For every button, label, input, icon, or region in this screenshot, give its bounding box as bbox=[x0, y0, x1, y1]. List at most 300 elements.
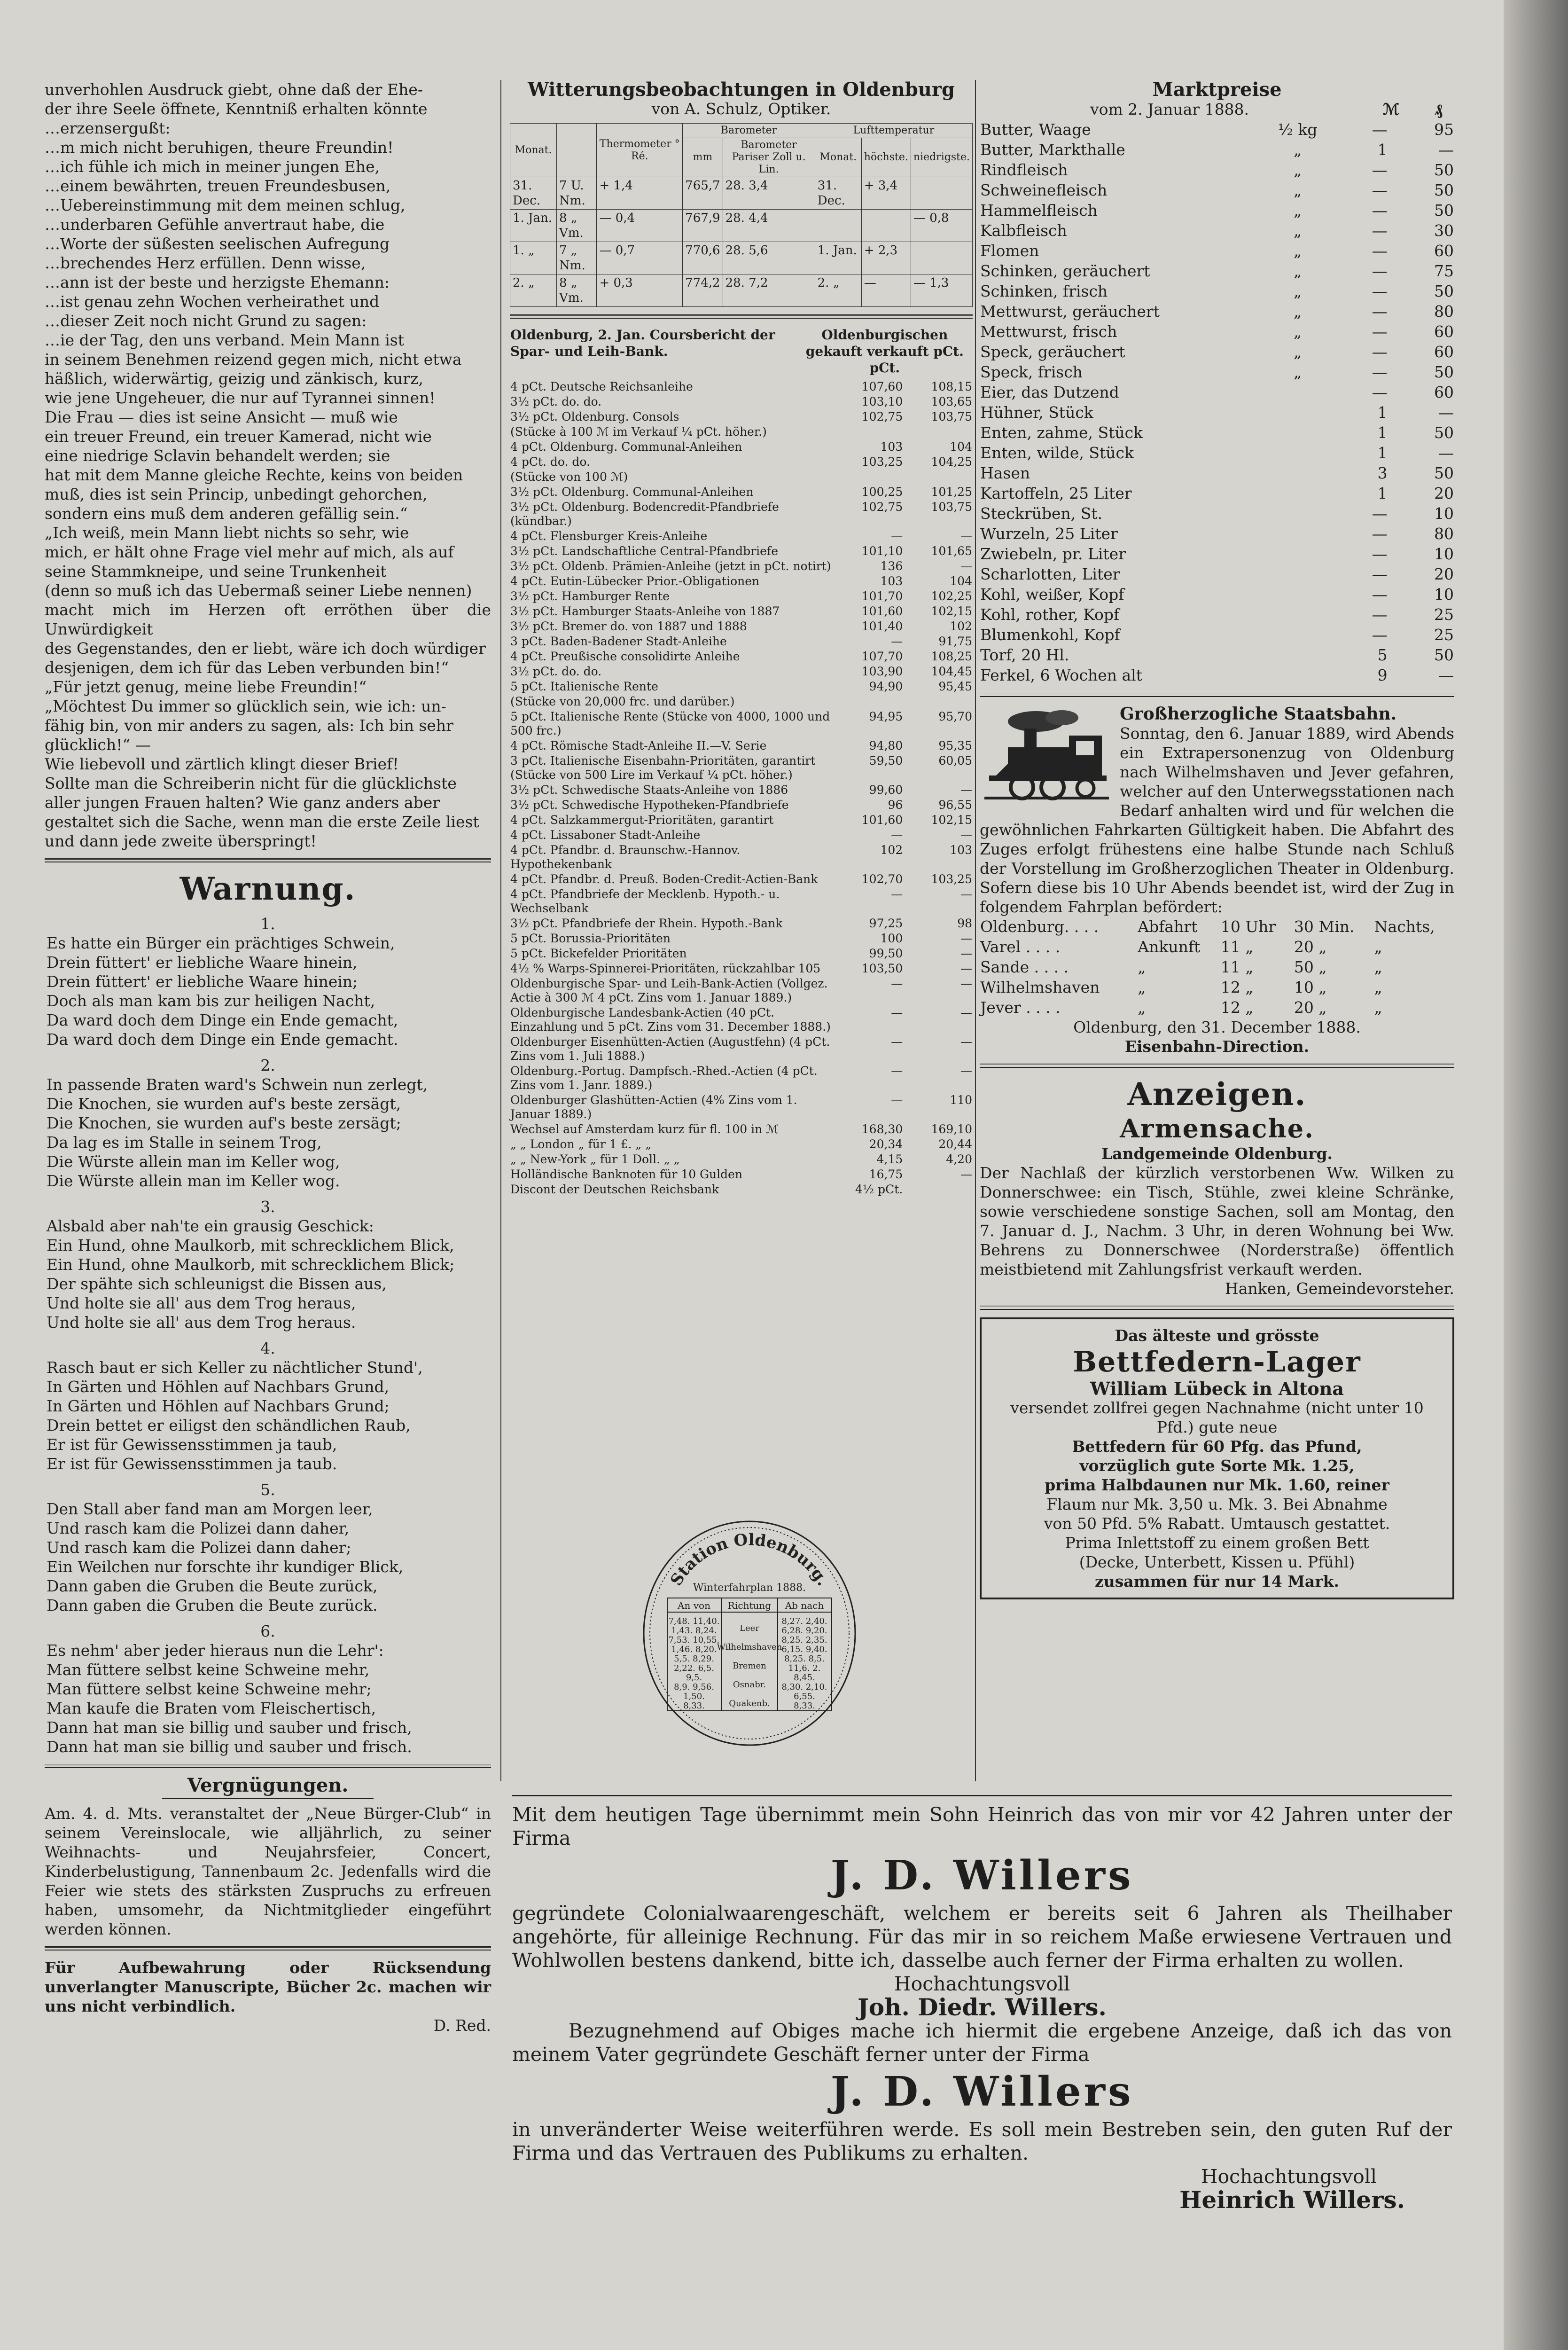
station-cell: Wilhelmshaven bbox=[717, 1642, 782, 1652]
weather-subtitle: von A. Schulz, Optiker. bbox=[651, 100, 831, 118]
course-sell bbox=[903, 1182, 973, 1197]
course-sell bbox=[903, 694, 973, 709]
market-unit bbox=[1255, 423, 1341, 443]
course-buy bbox=[834, 470, 904, 485]
course-name: 4½ % Warps-Spinnerei-Prioritäten, rückzahlbar 105 bbox=[510, 962, 821, 975]
story-line: …m mich nicht beruhigen, theure Freundin! bbox=[45, 138, 394, 157]
course-sell: — bbox=[960, 887, 972, 901]
market-pfennig: 50 bbox=[1434, 282, 1454, 300]
bettfedern-text bbox=[992, 1398, 1442, 1591]
market-item: Butter, Markthalle bbox=[980, 141, 1125, 159]
station-cell: 8,25. 2,35. bbox=[781, 1635, 827, 1645]
railway-cell: 50 „ bbox=[1294, 958, 1327, 976]
course-buy: 107,70 bbox=[861, 650, 903, 663]
market-pfennig: — bbox=[1438, 444, 1454, 462]
course-sell: — bbox=[960, 559, 972, 573]
course-name: 4 pCt. Salzkammergut-Prioritäten, garantirt bbox=[510, 813, 774, 827]
story-line: gestaltet sich die Sache, wenn man die erste Zeile liest bbox=[45, 813, 479, 831]
course-buy: 168,30 bbox=[861, 1122, 903, 1136]
verse-line: Alsbald aber nah'te ein grausig Geschick: bbox=[47, 1217, 374, 1235]
market-row bbox=[980, 503, 1454, 524]
market-unit: „ bbox=[1294, 322, 1302, 341]
course-buy: — bbox=[891, 1006, 903, 1019]
market-unit bbox=[1255, 604, 1341, 625]
weather-cell: 28. 5,6 bbox=[723, 242, 815, 274]
market-item: Mettwurst, geräuchert bbox=[980, 302, 1160, 321]
verse-line: Und rasch kam die Polizei dann daher, bbox=[47, 1519, 350, 1537]
course-buy: 99,50 bbox=[869, 947, 903, 960]
railway-cell: Oldenburg. . . . bbox=[980, 917, 1099, 936]
station-subtitle: Winterfahrplan 1888. bbox=[693, 1582, 806, 1594]
bettfedern-ad bbox=[980, 1317, 1454, 1599]
course-row bbox=[510, 1137, 973, 1152]
verse-line: Man füttere selbst keine Schweine mehr; bbox=[47, 1680, 372, 1698]
station-cell: 5,5. 8,29. bbox=[674, 1654, 714, 1664]
course-row bbox=[510, 679, 973, 694]
weather-cell: 770,6 bbox=[683, 242, 723, 274]
market-row bbox=[980, 443, 1454, 463]
market-table bbox=[980, 119, 1454, 685]
market-unit: „ bbox=[1294, 282, 1302, 300]
course-sell: — bbox=[960, 1064, 972, 1078]
market-date-row bbox=[980, 99, 1454, 119]
market-unit: „ bbox=[1294, 161, 1302, 179]
course-sell bbox=[903, 424, 973, 439]
divider bbox=[45, 1946, 491, 1950]
market-row bbox=[980, 382, 1454, 402]
course-row bbox=[510, 559, 973, 574]
course-sell: 104 bbox=[950, 574, 972, 588]
course-header bbox=[510, 326, 973, 376]
verse-line: Dann hat man sie billig und sauber und frisch. bbox=[47, 1738, 412, 1756]
anzeigen-title: Anzeigen. bbox=[1127, 1076, 1307, 1112]
course-row bbox=[510, 946, 973, 961]
armensache-sign: Hanken, Gemeindevorsteher. bbox=[1225, 1279, 1454, 1298]
railway-title: Großherzogliche Staatsbahn. bbox=[1120, 704, 1397, 724]
course-buy: — bbox=[891, 529, 903, 543]
willers-text2: Bezugnehmend auf Obiges mache ich hiermit die ergebene Anzeige, daß ich das von meinem Vater gegründete Geschäft ferner unter der Firma bbox=[512, 2020, 1452, 2066]
market-pfennig: 60 bbox=[1434, 343, 1454, 361]
market-pfennig: 50 bbox=[1434, 363, 1454, 381]
market-pfennig: 50 bbox=[1434, 423, 1454, 442]
bettfedern-title: Bettfedern-Lager bbox=[1073, 1346, 1361, 1379]
verse-line: Ein Hund, ohne Maulkorb, mit schrecklichem Blick; bbox=[47, 1255, 455, 1274]
story-line: aller jungen Frauen halten? Wie ganz anders aber bbox=[45, 793, 440, 812]
market-mark: — bbox=[1372, 201, 1388, 219]
weather-cell: + 0,3 bbox=[597, 274, 683, 307]
market-mark: — bbox=[1372, 383, 1388, 401]
station-cell: 8,27. 2,40. bbox=[781, 1616, 827, 1626]
market-pfennig: 10 bbox=[1434, 545, 1454, 563]
course-name: 5 pCt. Borussia-Prioritäten bbox=[510, 932, 671, 945]
course-buy: 99,60 bbox=[869, 783, 903, 797]
course-buy: 94,80 bbox=[869, 739, 903, 752]
story-line: hat mit dem Manne gleiche Rechte, keins von beiden bbox=[45, 466, 463, 484]
market-pfennig: 25 bbox=[1434, 626, 1454, 644]
story-line: …ie der Tag, den uns verband. Mein Mann ist bbox=[45, 331, 404, 349]
market-mark: 5 bbox=[1377, 646, 1388, 664]
course-name: Oldenburger Glashütten-Actien (4% Zins vom 1. Januar 1889.) bbox=[510, 1093, 797, 1121]
editorial-sign: D. Red. bbox=[433, 2016, 491, 2035]
station-cell: 6,15. 9,40. bbox=[781, 1645, 827, 1654]
course-buy: 96 bbox=[888, 798, 903, 812]
column-rule bbox=[975, 80, 976, 1781]
market-item: Steckrüben, St. bbox=[980, 504, 1103, 523]
weather-header: Lufttemperatur bbox=[815, 124, 972, 138]
story-line: „Ich weiß, mein Mann liebt nichts so sehr, wie bbox=[45, 524, 409, 542]
market-unit bbox=[1255, 503, 1341, 524]
market-unit: „ bbox=[1294, 363, 1302, 381]
market-row bbox=[980, 140, 1454, 160]
market-unit bbox=[1255, 382, 1341, 402]
story-line: …dieser Zeit noch nicht Grund zu sagen: bbox=[45, 312, 367, 330]
market-item: Scharlotten, Liter bbox=[980, 565, 1120, 583]
market-item: Kalbfleisch bbox=[980, 221, 1067, 240]
verse-line: Er ist für Gewissensstimmen ja taub. bbox=[47, 1455, 337, 1473]
market-row bbox=[980, 180, 1454, 200]
station-cell: 8,33. bbox=[683, 1701, 705, 1711]
bettfedern-line: Bettfedern für 60 Pfg. das Pfund, bbox=[1072, 1437, 1362, 1456]
story-line: macht mich im Herzen oft erröthen über die Unwürdigkeit bbox=[45, 601, 491, 638]
verse-line: Dann hat man sie billig und sauber und frisch, bbox=[47, 1718, 412, 1737]
story-line: …Uebereinstimmung mit dem meinen schlug, bbox=[45, 196, 406, 214]
course-buy: 100,25 bbox=[861, 485, 903, 499]
station-cell: Bremen bbox=[733, 1661, 766, 1671]
weather-table bbox=[510, 123, 973, 307]
market-item: Flomen bbox=[980, 242, 1039, 260]
story-text bbox=[45, 80, 491, 851]
course-name: 4 pCt. Deutsche Reichsanleihe bbox=[510, 380, 693, 393]
market-item: Enten, wilde, Stück bbox=[980, 444, 1134, 462]
railway-row bbox=[980, 916, 1454, 937]
weather-cell: 765,7 bbox=[683, 177, 723, 210]
course-row bbox=[510, 604, 973, 619]
bettfedern-line: Prima Inlettstoff zu einem großen Bett bbox=[1065, 1534, 1369, 1552]
railway-cell: 10 „ bbox=[1294, 978, 1327, 996]
station-cell: 9,5. bbox=[686, 1673, 702, 1683]
course-buy: 103,10 bbox=[861, 395, 903, 408]
course-name: 4 pCt. Pfandbr. d. Preuß. Boden-Credit-Actien-Bank bbox=[510, 872, 818, 886]
verse-line: Die Knochen, sie wurden auf's beste zersägt, bbox=[47, 1095, 401, 1113]
course-head-right: Oldenburgischen gekauft verkauft pCt. pCt. bbox=[805, 327, 964, 376]
divider bbox=[980, 693, 1454, 697]
market-unit: „ bbox=[1294, 201, 1302, 219]
course-buy: — bbox=[891, 1093, 903, 1107]
course-buy: — bbox=[891, 1064, 903, 1078]
station-cell: 8,30. 2,10. bbox=[781, 1682, 827, 1692]
weather-cell bbox=[911, 177, 972, 210]
bettfedern-line1: Das älteste und grösste bbox=[1115, 1326, 1319, 1345]
market-mark: — bbox=[1372, 605, 1388, 624]
course-sell: — bbox=[960, 962, 972, 975]
course-name: 3 pCt. Baden-Badener Stadt-Anleihe bbox=[510, 634, 727, 648]
course-buy: 59,50 bbox=[869, 754, 903, 768]
course-name: (Stücke von 100 ℳ) bbox=[510, 470, 628, 484]
course-sell: 169,10 bbox=[931, 1122, 972, 1136]
verse-line: Da ward doch dem Dinge ein Ende gemacht, bbox=[47, 1011, 398, 1029]
course-row bbox=[510, 828, 973, 843]
story-line: in seinem Benehmen reizend gegen mich, nicht etwa bbox=[45, 350, 462, 368]
vergnuegungen-title: Vergnügungen. bbox=[187, 1774, 349, 1796]
course-name: 4 pCt. Römische Stadt-Anleihe II.—V. Serie bbox=[510, 739, 767, 752]
course-sell: 104,25 bbox=[931, 455, 972, 469]
market-unit: „ bbox=[1294, 242, 1302, 260]
course-sell: — bbox=[960, 977, 972, 990]
market-mark: — bbox=[1372, 363, 1388, 381]
course-buy: — bbox=[891, 977, 903, 990]
course-row bbox=[510, 485, 973, 500]
divider bbox=[45, 858, 491, 862]
station-cell: 8,45. bbox=[794, 1673, 815, 1683]
course-row bbox=[510, 424, 973, 439]
weather-cell: 1. „ bbox=[510, 242, 557, 274]
course-name: 3 pCt. Italienische Eisenbahn-Prioritäten, garantirt (Stücke von 500 Lire im Verkauf ¼ pCt. höher.) bbox=[510, 754, 816, 782]
weather-header: Barometer bbox=[683, 124, 815, 138]
story-line: Sollte man die Schreiberin nicht für die glücklichste bbox=[45, 774, 457, 792]
course-sell: 101,25 bbox=[931, 485, 972, 499]
column-right bbox=[980, 80, 1454, 1599]
market-item: Kohl, weißer, Kopf bbox=[980, 585, 1124, 603]
market-pfennig: — bbox=[1438, 666, 1454, 684]
course-buy: 103,90 bbox=[861, 665, 903, 678]
verse-line: Er ist für Gewissensstimmen ja taub, bbox=[47, 1435, 337, 1454]
course-buy: 101,60 bbox=[861, 813, 903, 827]
bettfedern-line: prima Halbdaunen nur Mk. 1.60, reiner bbox=[1045, 1476, 1389, 1494]
market-row bbox=[980, 119, 1454, 140]
station-cell: 7,48. 11,40. bbox=[668, 1616, 720, 1626]
market-pfennig: 25 bbox=[1434, 605, 1454, 624]
story-line: wie jene Ungeheuer, die nur auf Tyrannei sinnen! bbox=[45, 389, 436, 407]
story-line: und dann jede zweite überspringt! bbox=[45, 832, 317, 850]
station-cell: Osnabr. bbox=[733, 1680, 766, 1690]
course-name: Holländische Banknoten für 10 Gulden bbox=[510, 1167, 743, 1181]
railway-row bbox=[980, 977, 1454, 997]
market-row bbox=[980, 281, 1454, 301]
story-line: Wie liebevoll und zärtlich klingt dieser Brief! bbox=[45, 755, 399, 773]
market-unit bbox=[1255, 564, 1341, 584]
course-buy: 102,70 bbox=[861, 872, 903, 886]
course-sell: 102,15 bbox=[931, 813, 972, 827]
market-row bbox=[980, 362, 1454, 382]
story-line: …erzensergußt: bbox=[45, 119, 171, 137]
railway-cell: „ bbox=[1374, 938, 1382, 956]
course-row bbox=[510, 783, 973, 798]
market-mark: — bbox=[1372, 302, 1388, 321]
page-edge bbox=[1504, 0, 1568, 2350]
market-pfennig: 50 bbox=[1434, 201, 1454, 219]
willers-sign1: Joh. Diedr. Willers. bbox=[858, 1993, 1107, 2021]
market-item: Butter, Waage bbox=[980, 120, 1091, 139]
course-name: 4 pCt. Eutin-Lübecker Prior.-Obligationen bbox=[510, 574, 760, 588]
verse-line: Doch als man kam bis zur heiligen Nacht, bbox=[47, 992, 375, 1010]
armensache-title: Armensache. bbox=[1120, 1113, 1314, 1144]
market-unit bbox=[1255, 463, 1341, 483]
course-row bbox=[510, 454, 973, 470]
poem-stanza bbox=[45, 1339, 491, 1473]
story-line: desjenigen, dem ich für das Leben verbunden bin!“ bbox=[45, 658, 449, 677]
story-line: …Worte der süßesten seelischen Aufregung bbox=[45, 235, 390, 253]
course-row bbox=[510, 798, 973, 813]
course-row bbox=[510, 409, 973, 424]
stanza-number: 2. bbox=[260, 1056, 275, 1074]
course-row bbox=[510, 470, 973, 485]
railway-row bbox=[980, 957, 1454, 977]
course-row bbox=[510, 709, 973, 738]
weather-cell: 1. Jan. bbox=[815, 242, 861, 274]
verse-line: In passende Braten ward's Schwein nun zerlegt, bbox=[47, 1075, 428, 1094]
market-mark: 3 bbox=[1377, 464, 1388, 482]
course-row bbox=[510, 694, 973, 709]
railway-cell: Jever . . . . bbox=[980, 998, 1061, 1017]
market-pfennig: 50 bbox=[1434, 646, 1454, 664]
course-buy: 16,75 bbox=[869, 1167, 903, 1181]
market-row bbox=[980, 604, 1454, 625]
willers-intro: Mit dem heutigen Tage übernimmt mein Sohn Heinrich das von mir vor 42 Jahren unter der Firma bbox=[512, 1803, 1452, 1849]
verse-line: Die Knochen, sie wurden auf's beste zersägt; bbox=[47, 1114, 401, 1132]
market-mark: — bbox=[1372, 120, 1388, 139]
weather-row bbox=[510, 177, 973, 210]
verse-line: In Gärten und Höhlen auf Nachbars Grund, bbox=[47, 1378, 390, 1396]
market-item: Zwiebeln, pr. Liter bbox=[980, 545, 1126, 563]
market-pfennig: 50 bbox=[1434, 464, 1454, 482]
railway-cell: Sande . . . . bbox=[980, 958, 1069, 976]
course-buy: 100 bbox=[880, 932, 903, 945]
weather-cell: 7 „ Nm. bbox=[557, 242, 597, 274]
weather-cell bbox=[911, 242, 972, 274]
course-row bbox=[510, 1005, 973, 1034]
market-item: Speck, frisch bbox=[980, 363, 1083, 381]
verse-line: Ein Hund, ohne Maulkorb, mit schrecklichem Blick, bbox=[47, 1236, 454, 1254]
market-row bbox=[980, 483, 1454, 503]
course-name: „ „ London „ für 1 £. „ „ bbox=[510, 1137, 652, 1151]
bettfedern-line: vorzüglich gute Sorte Mk. 1.25, bbox=[1079, 1457, 1355, 1475]
market-row bbox=[980, 301, 1454, 321]
course-sell bbox=[903, 470, 973, 485]
course-buy bbox=[834, 694, 904, 709]
market-title: Marktpreise bbox=[1152, 78, 1282, 101]
course-sell: 101,65 bbox=[931, 544, 972, 558]
course-name: 5 pCt. Bickefelder Prioritäten bbox=[510, 947, 687, 960]
railway-cell: 11 „ bbox=[1220, 938, 1254, 956]
market-row bbox=[980, 665, 1454, 685]
weather-cell: 31. Dec. bbox=[510, 177, 557, 210]
railway-cell: „ bbox=[1138, 958, 1146, 976]
course-sell: 95,45 bbox=[938, 680, 972, 693]
market-unit bbox=[1255, 483, 1341, 503]
course-row bbox=[510, 916, 973, 931]
verse-line: Dann gaben die Gruben die Beute zurück. bbox=[47, 1596, 378, 1614]
story-line: der ihre Seele öffnete, Kenntniß erhalten könnte bbox=[45, 100, 428, 118]
verse-line: Dann gaben die Gruben die Beute zurück, bbox=[47, 1577, 378, 1595]
railway-cell: Varel . . . . bbox=[980, 938, 1061, 956]
course-name: 3½ pCt. Schwedische Staats-Anleihe von 1886 bbox=[510, 783, 788, 797]
railway-cell: 12 „ bbox=[1220, 978, 1254, 996]
market-unit-mark: ℳ bbox=[1382, 100, 1400, 118]
course-name: 3½ pCt. do. do. bbox=[510, 665, 602, 678]
weather-cell: — 0,4 bbox=[597, 210, 683, 242]
course-name: 3½ pCt. Oldenburg. Consols bbox=[510, 410, 679, 423]
willers-text3: in unveränderter Weise weiterführen werde. Es soll mein Bestreben sein, den guten Ruf der Firma und das Vertrauen des Publikums zu erhalten. bbox=[512, 2118, 1452, 2164]
story-line: „Für jetzt genug, meine liebe Freundin!“ bbox=[45, 678, 367, 696]
course-sell: 103,75 bbox=[931, 410, 972, 423]
market-mark: — bbox=[1372, 545, 1388, 563]
station-header: Ab nach bbox=[785, 1600, 824, 1611]
course-buy: 102,75 bbox=[861, 500, 903, 514]
station-cell: 1,43. 8,24. bbox=[671, 1626, 717, 1636]
story-line: eine niedrige Sclavin behandelt werden; sie bbox=[45, 446, 390, 465]
market-item: Eier, das Dutzend bbox=[980, 383, 1119, 401]
poem-stanza bbox=[45, 914, 491, 1049]
story-line: …ist genau zehn Wochen verheirathet und bbox=[45, 292, 380, 311]
divider bbox=[510, 314, 973, 319]
weather-cell: — 0,8 bbox=[911, 210, 972, 242]
market-item: Enten, zahme, Stück bbox=[980, 423, 1143, 442]
weather-cell bbox=[861, 210, 911, 242]
railway-cell: 20 „ bbox=[1294, 938, 1327, 956]
course-name: 3½ pCt. Oldenb. Prämien-Anleihe (jetzt in pCt. notirt) bbox=[510, 559, 831, 573]
verse-line: Drein füttert' er liebliche Waare hinein, bbox=[47, 953, 358, 971]
story-line: (denn so muß ich das Uebermaß seiner Liebe nennen) bbox=[45, 581, 472, 600]
course-name: „ „ New-York „ für 1 Doll. „ „ bbox=[510, 1152, 680, 1166]
course-row bbox=[510, 1122, 973, 1137]
course-row bbox=[510, 379, 973, 394]
course-name: (Stücke von 20,000 frc. und darüber.) bbox=[510, 695, 735, 708]
railway-text: Sonntag, den 6. Januar 1889, wird Abends ein Extrapersonenzug von Oldenburg nach Wilhelmshaven und Jever gefahren, welcher auf den Unterwegsstationen nach Bedarf anhalten wird und für welchen die gewöhnlichen Fahrkarten Gültigkeit haben. Die Abfahrt des Zuges erfolgt frühestens eine halbe Stunde nach Schluß der Vorstellung im Großherzoglichen Theater in Oldenburg. Sofern diese bis 10 Uhr Abends beendet ist, wird der Zug in folgendem Fahrplan befördert: bbox=[980, 724, 1454, 916]
verse-line: Drein bettet er eiligst den schändlichen Raub, bbox=[47, 1416, 411, 1434]
market-pfennig: 10 bbox=[1434, 504, 1454, 523]
course-buy: 103 bbox=[880, 574, 903, 588]
market-mark: — bbox=[1372, 585, 1388, 603]
course-row bbox=[510, 634, 973, 649]
willers-sign2: Heinrich Willers. bbox=[1179, 2186, 1405, 2214]
course-buy: 20,34 bbox=[869, 1137, 903, 1151]
course-buy: 97,25 bbox=[869, 916, 903, 930]
bettfedern-line: Flaum nur Mk. 3,50 u. Mk. 3. Bei Abnahme bbox=[1046, 1495, 1388, 1513]
weather-cell: + 1,4 bbox=[597, 177, 683, 210]
course-name: 4 pCt. Oldenburg. Communal-Anleihen bbox=[510, 440, 742, 454]
story-line: „Möchtest Du immer so glücklich sein, wie ich: un- bbox=[45, 697, 446, 715]
market-row bbox=[980, 261, 1454, 281]
story-line: …underbaren Gefühle anvertraut habe, die bbox=[45, 215, 385, 234]
course-sell: 102,25 bbox=[931, 589, 972, 603]
verse-line: Und rasch kam die Polizei dann daher; bbox=[47, 1538, 351, 1557]
story-line: ein treuer Freund, ein treuer Kamerad, nicht wie bbox=[45, 427, 432, 446]
story-line: fähig bin, von mir anders zu sagen, als: Ich bin sehr bbox=[45, 716, 453, 735]
verse-line: Da ward doch dem Dinge ein Ende gemacht. bbox=[47, 1030, 398, 1049]
course-name: 3½ pCt. Bremer do. von 1887 und 1888 bbox=[510, 619, 747, 633]
course-sell: — bbox=[960, 1006, 972, 1019]
poem-stanza bbox=[45, 1622, 491, 1756]
armensache-subtitle: Landgemeinde Oldenburg. bbox=[1101, 1144, 1333, 1163]
weather-cell: 28. 7,2 bbox=[723, 274, 815, 307]
weather-row bbox=[510, 274, 973, 307]
market-item: Schinken, geräuchert bbox=[980, 262, 1150, 280]
course-sell: 103,65 bbox=[931, 395, 972, 408]
course-row bbox=[510, 1152, 973, 1167]
course-sell: — bbox=[960, 947, 972, 960]
verse-line: Und holte sie all' aus dem Trog heraus. bbox=[47, 1313, 356, 1332]
weather-cell: 28. 4,4 bbox=[723, 210, 815, 242]
market-row bbox=[980, 342, 1454, 362]
course-name: 4 pCt. Preußische consolidirte Anleihe bbox=[510, 650, 740, 663]
weather-cell: + 3,4 bbox=[861, 177, 911, 210]
market-item: Ferkel, 6 Wochen alt bbox=[980, 666, 1142, 684]
market-mark: — bbox=[1372, 504, 1388, 523]
weather-header: mm bbox=[683, 138, 723, 177]
railway-schedule bbox=[980, 916, 1454, 1018]
market-mark: — bbox=[1372, 161, 1388, 179]
course-buy: 136 bbox=[880, 559, 903, 573]
